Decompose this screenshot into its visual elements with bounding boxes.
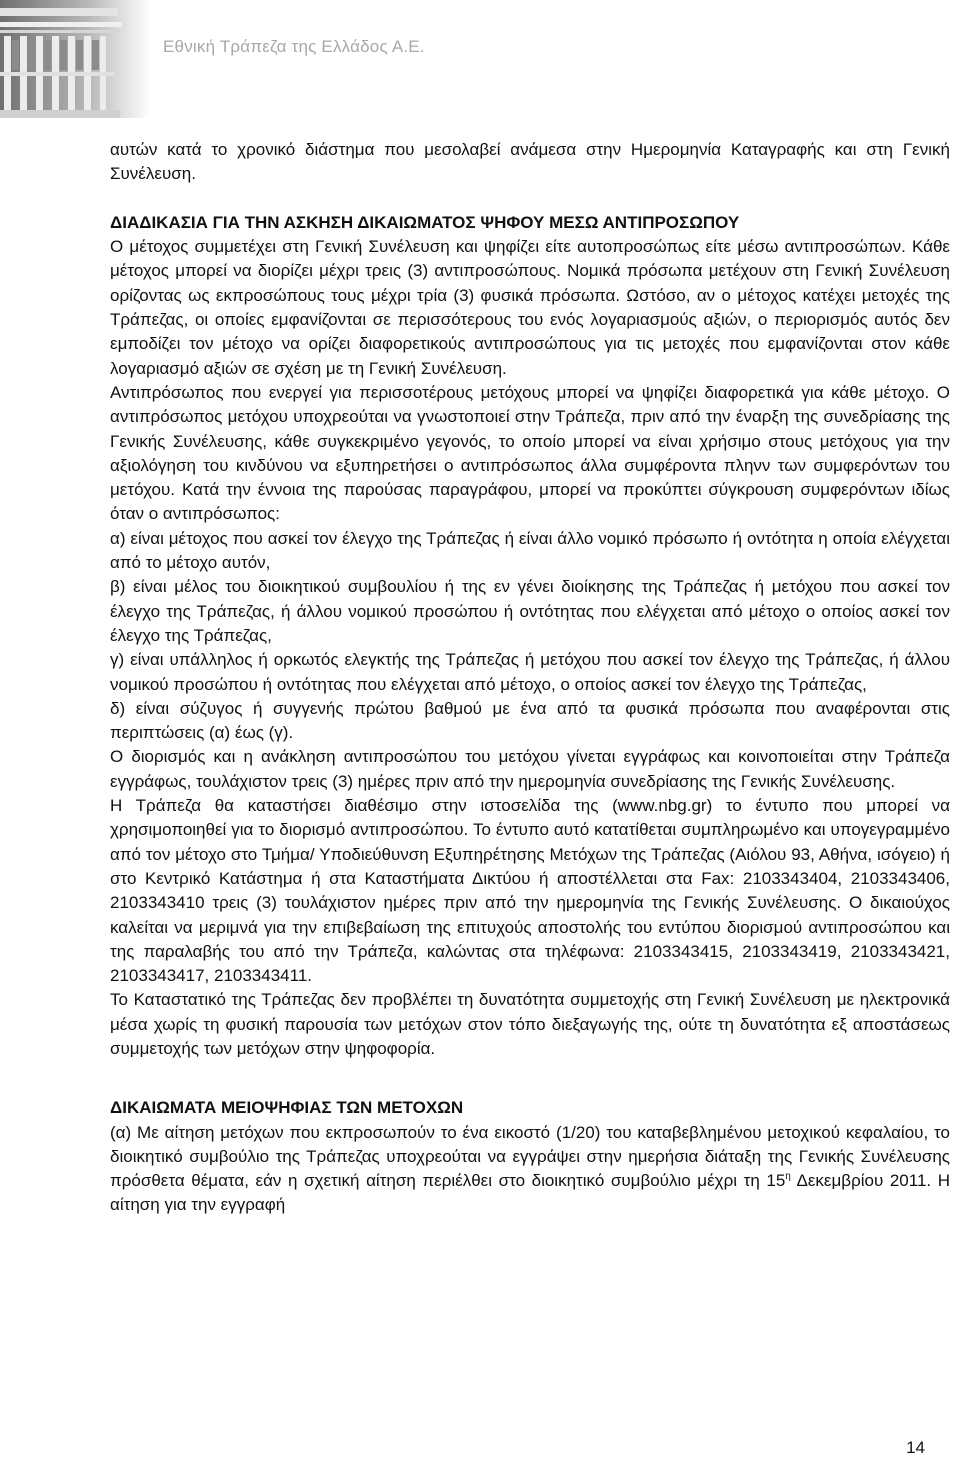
bank-building-logo [0,0,150,118]
page-number: 14 [906,1438,925,1457]
list-item: β) είναι μέλος του διοικητικού συμβουλίου ή της εν γένει διοίκησης της Τράπεζας ή μετόχου που ασκεί τον έλεγχο της Τράπεζας, ή άλλου νομικού προσώπου ή οντότητας που ελέγχεται από μέτοχο ο οποίος ασκεί τον έλεγχο της Τράπεζας, [110,577,950,645]
list-item: δ) είναι σύζυγος ή συγγενής πρώτου βαθμού με ένα από τα φυσικά πρόσωπα που αναφέρονται στις περιπτώσεις (α) έως (γ). [110,698,950,743]
paragraph: Αντιπρόσωπος που ενεργεί για περισσοτέρους μετόχους μπορεί να ψηφίζει διαφορετικά για κάθε μέτοχο. Ο αντιπρόσωπος μετόχου υποχρεούται να γνωστοποιεί στην Τράπεζα, πριν από την έναρξη της συνεδρίασης της Γενικής Συνέλευσης, κάθε συγκεκριμένο γεγονός, το οποίο μπορεί να είναι χρήσιμο στους μετόχους για την αξιολόγηση του κινδύνου να εξυπηρετήσει ο αντιπρόσωπος άλλα συμφέροντα πληνν των συμφερόντων του μετόχου. Κατά την έννοια της παρούσας παραγράφου, μπορεί να προκύπτει σύγκρουση συμφερόντων ιδίως όταν ο αντιπρόσωπος: [110,382,950,524]
list-item: α) είναι μέτοχος που ασκεί τον έλεγχο της Τράπεζας ή είναι άλλο νομικό πρόσωπο ή οντότητα η οποία ελέγχεται από το μέτοχο αυτόν, [110,528,950,573]
paragraph: Η Τράπεζα θα καταστήσει διαθέσιμο στην ιστοσελίδα της (www.nbg.gr) το έντυπο που μπορεί να χρησιμοποιηθεί για το διορισμό αντιπροσώπου. Το έντυπο αυτό κατατίθεται συμπληρωμένο και υπογεγραμμένο από τον μέτοχο στο Τμήμα/ Υποδιεύθυνση Εξυπηρέτησης Μετόχων της Τράπεζας (Αιόλου 93, Αθήνα, ισόγειο) ή στο Κεντρικό Κατάστημα ή στα Καταστήματα Δικτύου ή αποστέλλεται στα Fax: 2103343404, 2103343406, 2103343410 τρεις (3) τουλάχιστον ημέρες πριν από την ημερομηνία της Γενικής Συνέλευσης. Ο δικαιούχος καλείται να μεριμνά για την επιβεβαίωση της επιτυχούς αποστολής του εντύπου διορισμού αντιπροσώπου και της παραλαβής του από την Τράπεζα, καλώντας στα τηλέφωνα: 2103343415, 2103343419, 2103343421, 2103343417, 2103343411. [110,796,950,986]
paragraph [110,1121,950,1218]
ordinal-superscript: η [785,1171,791,1183]
paragraph: Ο μέτοχος συμμετέχει στη Γενική Συνέλευση και ψηφίζει είτε αυτοπροσώπως είτε μέσω αντιπροσώπων. Κάθε μέτοχος μπορεί να διορίζει μέχρι τρεις (3) αντιπροσώπους. Νομικά πρόσωπα μετέχουν στη Γενική Συνέλευση ορίζοντας ως εκπροσώπους τους μέχρι τρία (3) φυσικά πρόσωπα. Ωστόσο, αν ο μέτοχος κατέχει μετοχές της Τράπεζας, οι οποίες εμφανίζονται σε περισσότερους του ενός λογαριασμούς αξιών, ο περιορισμός αυτός δεν εμποδίζει τον μέτοχο να ορίζει διαφορετικούς αντιπροσώπους για τις μετοχές που εμφανίζονται στον κάθε λογαριασμό αξιών σε σχέση με τη Γενική Συνέλευση. [110,237,950,378]
section-heading: ΔΙΚΑΙΩΜΑΤΑ ΜΕΙΟΨΗΦΙΑΣ ΤΩΝ ΜΕΤΟΧΩΝ [110,1098,464,1118]
document-body [110,138,950,1218]
paragraph: Το Καταστατικό της Τράπεζας δεν προβλέπει τη δυνατότητα συμμετοχής στη Γενική Συνέλευση με ηλεκτρονικά μέσα χωρίς τη φυσική παρουσία των μετόχων στον τόπο διεξαγωγής της, ούτε τη δυνατότητα εξ αποστάσεως συμμετοχής των μετόχων στην ψηφοφορία. [110,990,950,1058]
paragraph: Ο διορισμός και η ανάκληση αντιπροσώπου του μετόχου γίνεται εγγράφως και κοινοποιείται στην Τράπεζα εγγράφως, τουλάχιστον τρεις (3) ημέρες πριν από την ημερομηνία συνεδρίασης της Γενικής Συνέλευσης. [110,747,950,791]
list-item: γ) είναι υπάλληλος ή ορκωτός ελεγκτής της Τράπεζας ή μετόχου που ασκεί τον έλεγχο της Τράπεζας, ή άλλου νομικού προσώπου ή οντότητας που ελέγχεται από μέτοχο, ο οποίος ασκεί τον έλεγχο της Τράπεζας, [110,650,950,694]
header-title: Εθνική Τράπεζα της Ελλάδος Α.Ε. [163,37,425,56]
paragraph-text: (α) Με αίτηση μετόχων που εκπροσωπούν το ένα εικοστό (1/20) του καταβεβλημένου μετοχικού κεφαλαίου, το διοικητικό συμβούλιο της Τράπεζας υποχρεούται να εγγράψει στην ημερήσια διάταξη της Γενικής Συνέλευσης πρόσθετα θέματα, εάν η σχετική αίτηση περιέλθει στο διοικητικό συμβούλιο μέχρι τη 15 [110,1122,950,1191]
paragraph: αυτών κατά το χρονικό διάστημα που μεσολαβεί ανάμεσα στην Ημερομηνία Καταγραφής και στη Γενική Συνέλευση. [110,140,950,184]
section-heading: ΔΙΑΔΙΚΑΣΙΑ ΓΙΑ ΤΗΝ ΑΣΚΗΣΗ ΔΙΚΑΙΩΜΑΤΟΣ ΨΗΦΟΥ ΜΕΣΩ ΑΝΤΙΠΡΟΣΩΠΟΥ [110,212,740,232]
paragraph-text: Δεκεμβρίου 2011. Η αίτηση για την εγγραφή [110,1171,950,1215]
